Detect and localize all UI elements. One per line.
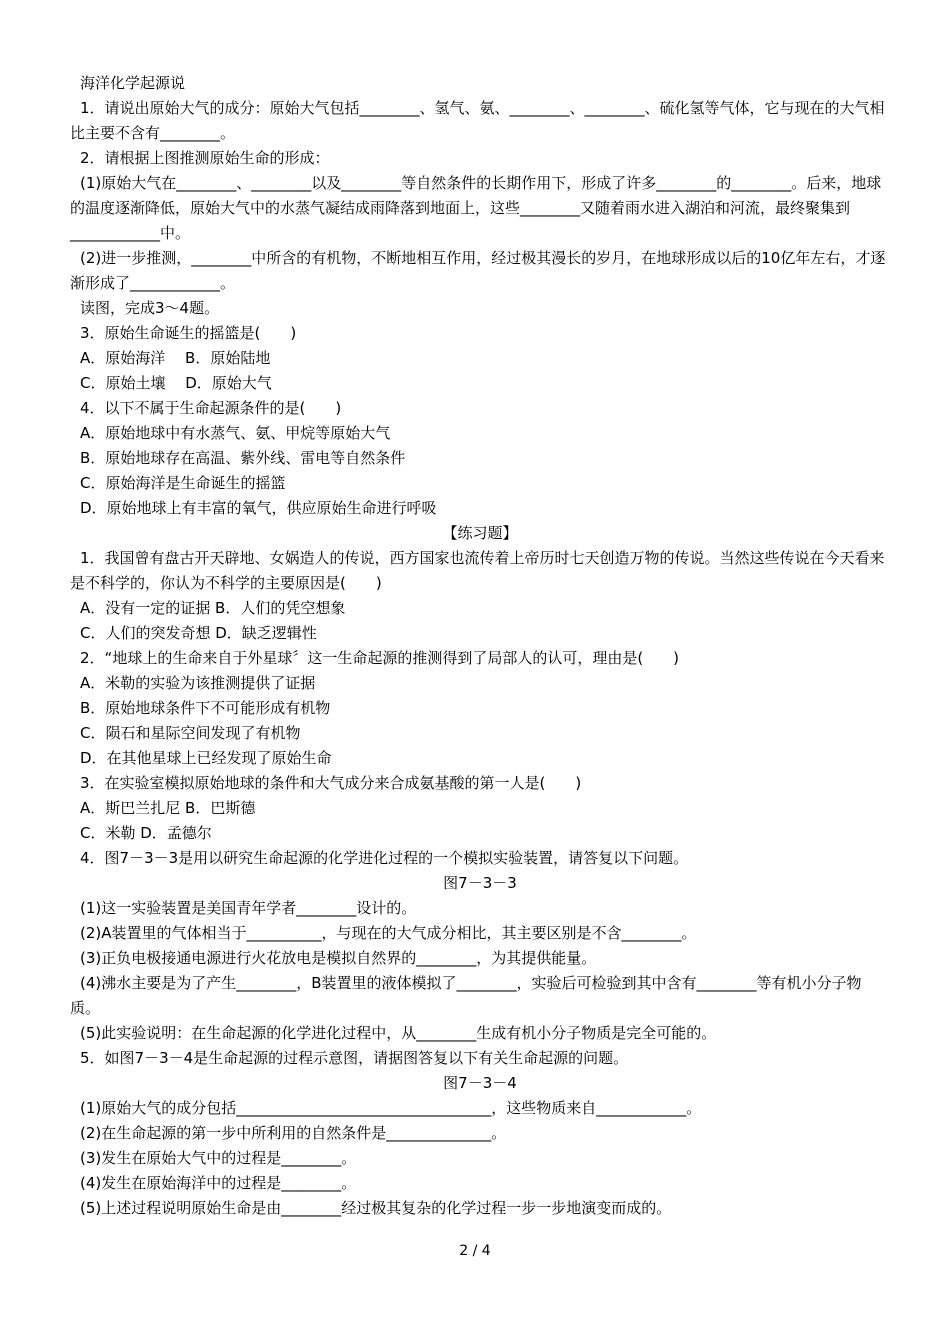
text-line: (3)发生在原始大气中的过程是________。 <box>80 1149 357 1167</box>
text-line: 4．以下不属于生命起源条件的是( ) <box>80 399 342 417</box>
text-line: 1．我国曾有盘古开天辟地、女娲造人的传说，西方国家也流传着上帝历时七天创造万物的传说。当然这些传说在今天看来是不科学的，你认为不科学的主要原因是( ) <box>70 549 885 592</box>
text-line: (5)此实验说明：在生命起源的化学进化过程中，从________生成有机小分子物质是完全可能的。 <box>80 1024 717 1042</box>
text-line: (4)沸水主要是为了产生________，B装置里的液体模拟了________，实验后可检验到其中含有________等有机小分子物质。 <box>70 974 862 1017</box>
text-line: 2．“地球上的生命来自于外星球〞这一生命起源的推测得到了局部人的认可，理由是( ) <box>80 649 680 667</box>
text-line: B．原始地球存在高温、紫外线、雷电等自然条件 <box>80 449 406 467</box>
section-heading: 图7－3－3 <box>443 874 517 892</box>
section-heading: 图7－3－4 <box>443 1074 517 1092</box>
text-line: (4)发生在原始海洋中的过程是________。 <box>80 1174 357 1192</box>
text-line: A．斯巴兰扎尼 B．巴斯德 <box>80 799 256 817</box>
text-line: A．原始海洋 B．原始陆地 <box>80 349 271 367</box>
text-line: B．原始地球条件下不可能形成有机物 <box>80 699 331 717</box>
text-line: (2)A装置里的气体相当于__________，与现在的大气成分相比，其主要区别是不含________。 <box>80 924 697 942</box>
text-line: 5．如图7－3－4是生命起源的过程示意图，请据图答复以下有关生命起源的问题。 <box>80 1049 629 1067</box>
text-line: (1)这一实验装置是美国青年学者________设计的。 <box>80 899 417 917</box>
text-line: (1)原始大气的成分包括__________________________________，这些物质来自____________。 <box>80 1099 702 1117</box>
text-line: A．没有一定的证据 B．人们的凭空想象 <box>80 599 346 617</box>
text-line: 2．请根据上图推测原始生命的形成： <box>80 149 330 167</box>
text-line: A．米勒的实验为该推测提供了证据 <box>80 674 316 692</box>
section-heading: 【练习题】 <box>442 524 518 542</box>
text-line: (3)正负电极接通电源进行火花放电是模拟自然界的________，为其提供能量。 <box>80 949 597 967</box>
text-line: 海洋化学起源说 <box>80 74 186 92</box>
document-body <box>70 71 890 1221</box>
text-line: 3．原始生命诞生的摇篮是( ) <box>80 324 297 342</box>
page-number: 2 / 4 <box>459 1243 491 1259</box>
text-line: C．原始海洋是生命诞生的摇篮 <box>80 474 286 492</box>
text-line: (2)进一步推测，________中所含的有机物，不断地相互作用，经过极其漫长的岁月，在地球形成以后的10亿年左右，才逐渐形成了____________。 <box>70 249 886 292</box>
text-line: 1．请说出原始大气的成分：原始大气包括________、氢气、氨、________、________、硫化氢等气体，它与现在的大气相比主要不含有________。 <box>70 99 885 142</box>
text-line: D．在其他星球上已经发现了原始生命 <box>80 749 332 767</box>
text-line: (2)在生命起源的第一步中所利用的自然条件是______________。 <box>80 1124 507 1142</box>
text-line: 4．图7－3－3是用以研究生命起源的化学进化过程的一个模拟实验装置，请答复以下问题。 <box>80 849 689 867</box>
text-line: 3．在实验室模拟原始地球的条件和大气成分来合成氨基酸的第一人是( ) <box>80 774 582 792</box>
text-line: 读图，完成3～4题。 <box>80 299 220 317</box>
text-line: C．原始土壤 D．原始大气 <box>80 374 272 392</box>
text-line: A．原始地球中有水蒸气、氨、甲烷等原始大气 <box>80 424 391 442</box>
text-line: (1)原始大气在________、________以及________等自然条件的长期作用下，形成了许多________的________。后来，地球的温度逐渐降低，原始大气中的水蒸气凝结成雨降落到地面上，这些________又随着雨水进入湖泊和河流，最终聚集到____________中。 <box>70 174 882 242</box>
text-line: C．陨石和星际空间发现了有机物 <box>80 724 301 742</box>
text-line: C．米勒 D．孟德尔 <box>80 824 212 842</box>
text-line: C．人们的突发奇想 D．缺乏逻辑性 <box>80 624 317 642</box>
text-line: D．原始地球上有丰富的氧气，供应原始生命进行呼吸 <box>80 499 437 517</box>
text-line: (5)上述过程说明原始生命是由________经过极其复杂的化学过程一步一步地演变而成的。 <box>80 1199 672 1217</box>
